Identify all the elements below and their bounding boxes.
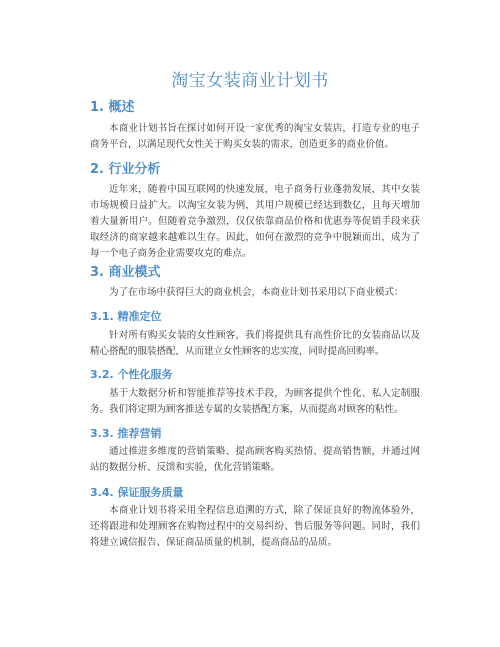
subsection-paragraph-personalized: 基于大数据分析和智能推荐等技术手段，为顾客提供个性化、私人定制服务。我们将定期为顾客推送专属的女装搭配方案，从而提高对顾客的粘性。 <box>90 388 420 415</box>
subsection-heading-quality: 3.4. 保证服务质量 <box>90 486 184 499</box>
document-title: 淘宝女装商业计划书 <box>171 71 329 91</box>
subsection-heading-positioning: 3.1. 精准定位 <box>90 310 162 323</box>
subsection-heading-marketing: 3.3. 推荐营销 <box>90 427 162 440</box>
section-heading-business-model: 3. 商业模式 <box>90 265 161 280</box>
section-heading-overview: 1. 概述 <box>90 100 135 115</box>
subsection-paragraph-quality: 本商业计划书将采用全程信息追溯的方式，除了保证良好的物流体验外，还将跟进和处理顾客在购物过程中的交易纠纷、售后服务等问题。同时，我们将建立诚信报告、保证商品质量的机制，提高商品的品质。 <box>90 505 420 548</box>
section-paragraph-overview: 本商业计划书旨在探讨如何开设一家优秀的淘宝女装店，打造专业的电子商务平台，以满足现代女性关于购买女装的需求，创造更多的商业价值。 <box>90 123 420 150</box>
subsection-paragraph-positioning: 针对所有购买女装的女性顾客，我们将提供具有高性价比的女装商品以及精心搭配的服装搭配，从而建立女性顾客的忠实度，同时提高回购率。 <box>90 330 420 357</box>
subsection-heading-personalized: 3.2. 个性化服务 <box>90 368 173 381</box>
section-heading-industry: 2. 行业分析 <box>90 162 161 177</box>
section-paragraph-business-model: 为了在市场中获得巨大的商业机会，本商业计划书采用以下商业模式： <box>109 287 404 298</box>
section-paragraph-industry: 近年来，随着中国互联网的快速发展，电子商务行业蓬勃发展，其中女装市场规模日益扩大。以淘宝女装为例，其用户规模已经达到数亿，且每天增加着大量新用户。但随着竞争激烈，仅仅依靠商品价格和优惠券等促销手段来获取经济的商家越来越难以生存。因此，如何在激烈的竞争中脱颖而出，成为了每一个电子商务企业需要攻克的难点。 <box>90 184 420 259</box>
subsection-paragraph-marketing: 通过推进多维度的营销策略、提高顾客购买热情、提高销售额，并通过网站的数据分析、反馈和实验，优化营销策略。 <box>90 446 420 473</box>
